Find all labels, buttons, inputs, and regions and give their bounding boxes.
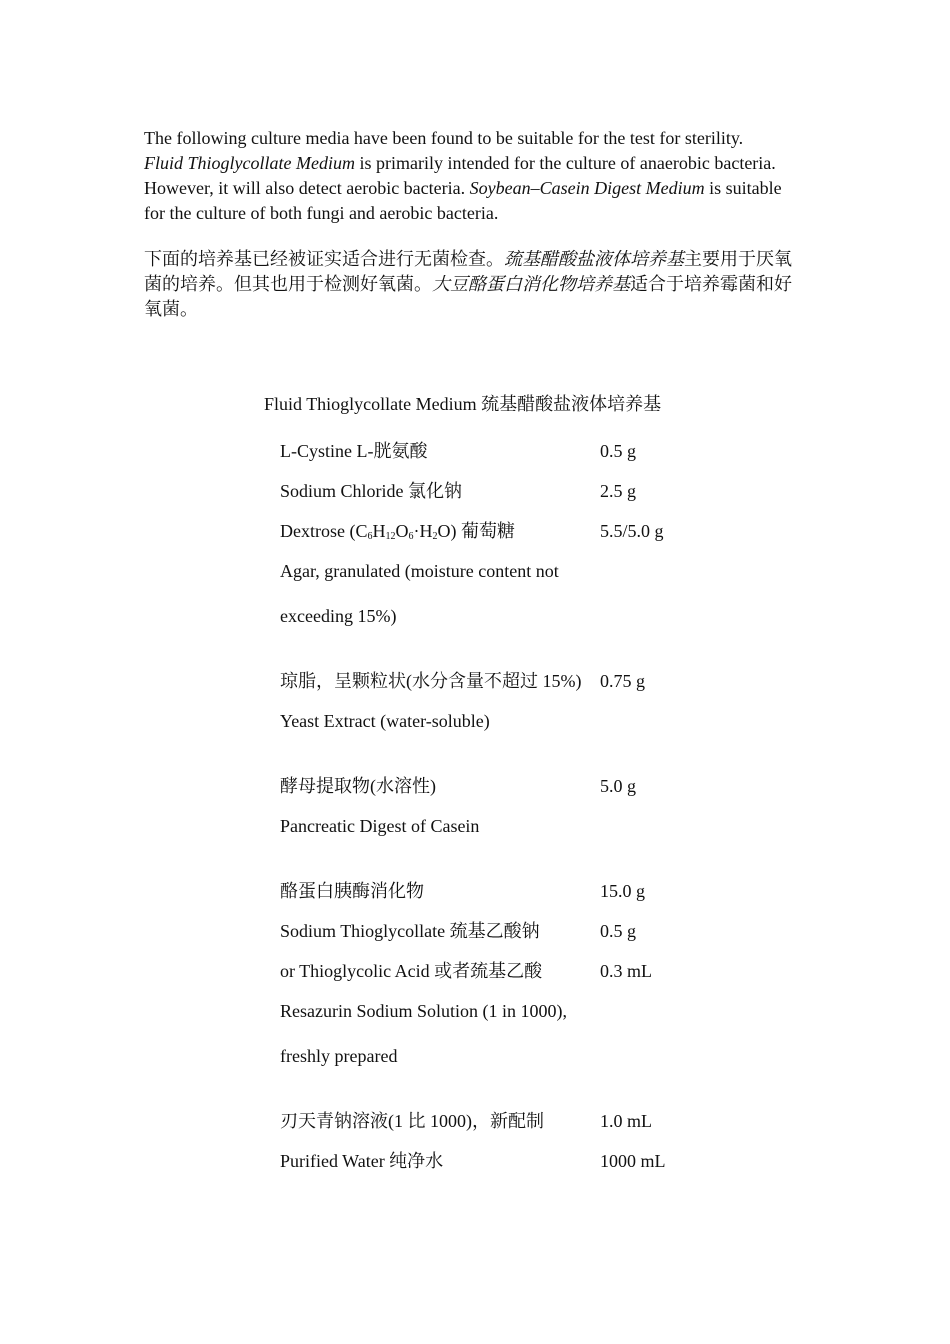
ingredient-amount: 15.0 g — [600, 881, 645, 901]
formula-part: O) 葡萄糖 — [437, 521, 515, 541]
recipe-row — [280, 919, 636, 943]
formula-part: ·H — [413, 521, 433, 541]
ingredient-amount: 0.5 g — [600, 441, 636, 461]
ingredient-label: Resazurin Sodium Solution (1 in 1000), — [280, 1001, 567, 1021]
ingredient-label: exceeding 15%) — [280, 606, 397, 626]
intro-zh-medium-name-2: 大豆酪蛋白消化物培养基 — [432, 274, 630, 294]
ingredient-label: freshly prepared — [280, 1046, 398, 1066]
ingredient-label: 琼脂，呈颗粒状(水分含量不超过 15%) — [280, 671, 582, 691]
recipe-row — [280, 959, 652, 983]
formula-part: Dextrose (C — [280, 521, 368, 541]
recipe-row — [280, 709, 490, 733]
formula-subscript: 6 — [367, 531, 373, 542]
intro-zh-sentence-1: 下面的培养基已经被证实适合进行无菌检查。 — [144, 249, 504, 269]
ingredient-amount: 5.5/5.0 g — [600, 521, 664, 541]
ingredient-label: Sodium Thioglycollate 巯基乙酸钠 — [280, 921, 540, 941]
formula-part: H — [372, 521, 386, 541]
recipe-row — [280, 879, 645, 903]
intro-en-medium-name-2: Soybean–Casein Digest Medium — [469, 178, 705, 198]
ingredient-amount: 1.0 mL — [600, 1111, 652, 1131]
ingredient-amount: 2.5 g — [600, 481, 636, 501]
ingredient-amount: 0.5 g — [600, 921, 636, 941]
recipe-row — [280, 479, 636, 503]
recipe-row — [280, 669, 645, 693]
recipe-row — [280, 439, 636, 463]
recipe-row — [280, 604, 396, 628]
ingredient-label: 酵母提取物(水溶性) — [280, 776, 436, 796]
ingredient-label: L-Cystine L-胱氨酸 — [280, 441, 428, 461]
recipe-row — [280, 1044, 397, 1068]
ingredient-amount: 0.75 g — [600, 671, 645, 691]
recipe-row — [280, 1109, 652, 1133]
ingredient-amount: 5.0 g — [600, 776, 636, 796]
recipe-title: Fluid Thioglycollate Medium 巯基醋酸盐液体培养基 — [264, 394, 662, 414]
intro-paragraph-chinese — [144, 247, 804, 322]
ingredient-label: Agar, granulated (moisture content not — [280, 561, 559, 581]
recipe-row — [280, 814, 479, 838]
intro-en-sentence-3: is suitable for the culture of both fungi and aerobic bacteria. — [144, 178, 782, 223]
ingredient-label: Pancreatic Digest of Casein — [280, 816, 480, 836]
ingredient-label: 刃天青钠溶液(1 比 1000)，新配制 — [280, 1111, 544, 1131]
ingredient-amount: 1000 mL — [600, 1151, 666, 1171]
intro-paragraph-english — [144, 126, 804, 226]
intro-zh-sentence-2: 主要用于厌氧菌的培养。但其也用于检测好氧菌。 — [144, 249, 792, 294]
formula-subscript: 6 — [408, 531, 414, 542]
recipe-row — [280, 519, 664, 543]
intro-zh-medium-name-1: 巯基醋酸盐液体培养基 — [504, 249, 684, 269]
ingredient-label: Sodium Chloride 氯化钠 — [280, 481, 463, 501]
formula-subscript: 2 — [432, 531, 438, 542]
ingredient-label: Yeast Extract (water-soluble) — [280, 711, 490, 731]
ingredient-label: or Thioglycolic Acid 或者巯基乙酸 — [280, 961, 543, 981]
ingredient-label: Purified Water 纯净水 — [280, 1151, 444, 1171]
intro-en-sentence-2: is primarily intended for the culture of anaerobic bacteria. However, it will also detect aerobic bacteria. — [144, 153, 776, 198]
formula-part: O — [395, 521, 409, 541]
ingredient-label-formula — [280, 519, 515, 543]
ingredient-amount: 0.3 mL — [600, 961, 652, 981]
recipe-row — [280, 774, 636, 798]
recipe-row — [280, 1149, 666, 1173]
recipe-row — [280, 999, 567, 1023]
formula-subscript: 12 — [385, 531, 396, 542]
intro-en-medium-name-1: Fluid Thioglycollate Medium — [144, 153, 355, 173]
intro-zh-sentence-3: 适合于培养霉菌和好氧菌。 — [144, 274, 792, 319]
recipe-row — [280, 559, 559, 583]
intro-en-sentence-1: The following culture media have been found to be suitable for the test for sterility. — [144, 128, 744, 148]
ingredient-label: 酪蛋白胰酶消化物 — [280, 881, 424, 901]
